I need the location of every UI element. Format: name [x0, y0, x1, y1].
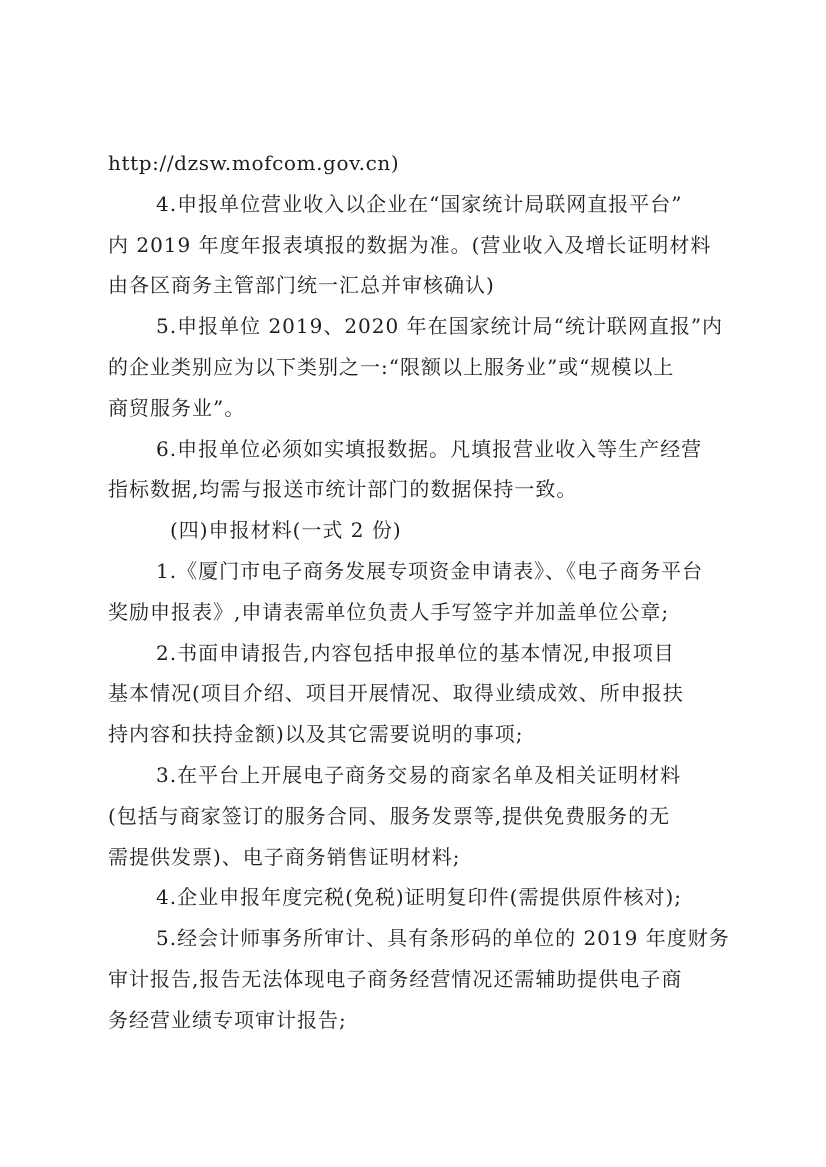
section-heading: (四)申报材料(一式 2 份) [170, 518, 402, 543]
text-line: (包括与商家签订的服务合同、服务发票等,提供免费服务的无 [108, 803, 671, 828]
text-line: 由各区商务主管部门统一汇总并审核确认) [108, 273, 495, 298]
text-line: 内 2019 年度年报表填报的数据为准。(营业收入及增长证明材料 [108, 232, 712, 257]
text-line: 4.企业申报年度完税(免税)证明复印件(需提供原件核对); [156, 885, 683, 910]
document-body [108, 143, 730, 1041]
text-line: 的企业类别应为以下类别之一:“限额以上服务业”或“规模以上 [108, 354, 675, 379]
text-line: 5.申报单位 2019、2020 年在国家统计局“统计联网直报”内 [156, 314, 724, 339]
text-line: http://dzsw.mofcom.gov.cn) [108, 151, 400, 175]
text-line: 指标数据,均需与报送市统计部门的数据保持一致。 [108, 477, 578, 502]
text-line: 6.申报单位必须如实填报数据。凡填报营业收入等生产经营 [156, 436, 703, 461]
text-line: 需提供发票)、电子商务销售证明材料; [108, 844, 461, 869]
text-line: 4.申报单位营业收入以企业在“国家统计局联网直报平台” [156, 191, 683, 216]
text-line: 1.《厦门市电子商务发展专项资金申请表》、《电子商务平台 [156, 558, 704, 583]
text-line: 奖励申报表》,申请表需单位负责人手写签字并加盖单位公章; [108, 599, 670, 624]
text-line: 3.在平台上开展电子商务交易的商家名单及相关证明材料 [156, 762, 682, 787]
text-line: 基本情况(项目介绍、项目开展情况、取得业绩成效、所申报扶 [108, 681, 684, 706]
text-line: 2.书面申请报告,内容包括申报单位的基本情况,申报项目 [156, 640, 675, 665]
text-line: 商贸服务业”。 [108, 395, 246, 420]
text-line: 持内容和扶持金额)以及其它需要说明的事项; [108, 722, 524, 747]
text-line: 5.经会计师事务所审计、具有条形码的单位的 2019 年度财务 [156, 926, 730, 951]
text-line: 务经营业绩专项审计报告; [108, 1007, 347, 1032]
text-line: 审计报告,报告无法体现电子商务经营情况还需辅助提供电子商 [108, 966, 683, 991]
